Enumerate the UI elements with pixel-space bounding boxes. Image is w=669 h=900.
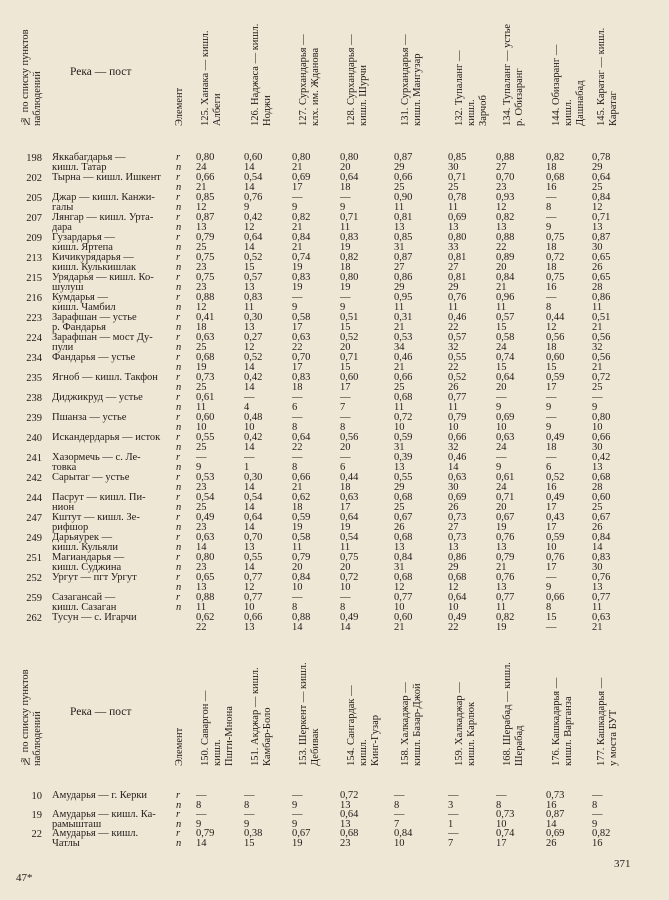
- row-river-post: Зарафшан — мост Ду- пули: [52, 332, 153, 353]
- row-number: 262: [26, 613, 42, 624]
- header-point-number: № по списку пунктов наблюдений: [20, 669, 43, 766]
- row-river-post: Ягноб — кишл. Такфон: [52, 372, 158, 383]
- row-number: 235: [26, 373, 42, 384]
- station-column-values: 0,82 18 0,68 16 — 8 — 9 0,75 18 0,72 18 0,75 16 — 8 0,44 12 0,56 18 0,60 15 0,59 17 — 9 — 9 0,49 18 — 6 0,52 16 0,49 17 0,43 17 0,59 10 0,76 17 — 9 0,66 8 15 —: [546, 152, 565, 633]
- row-number: 239: [26, 413, 42, 424]
- row-number: 213: [26, 253, 42, 264]
- header-station: 176. Кашкадарья — кишл. Варганза: [551, 677, 574, 766]
- station-column-values: — 8 — 9 0,82 16: [592, 790, 611, 849]
- row-river-post: Магиандарья — кишл. Суджина: [52, 552, 125, 573]
- row-number: 207: [26, 213, 42, 224]
- header-element: Элемент: [174, 727, 185, 766]
- row-river-post: Урядарья — кишл. Ко- шулуш: [52, 272, 154, 293]
- row-river-post: Яккабагдарья — кишл. Татар: [52, 152, 126, 173]
- station-column-values: — 3 — 1 — 7: [448, 790, 459, 849]
- row-number: 240: [26, 433, 42, 444]
- row-number: 198: [26, 153, 42, 164]
- header-station: 128. Сурхандарья — кишл. Шурчи: [346, 34, 369, 126]
- row-river-post: Ургут — пгт Ургут: [52, 572, 137, 583]
- row-river-post: Пшанза — устье: [52, 412, 127, 423]
- station-column-values: 0,80 24 0,66 21 0,85 12 0,87 13 0,79 25 0,75 23 0,75 23 0,88 12 0,41 18 0,63 25 0,68 19 0,73 25 0,61 11 0,60 10 0,55 25 — 9 0,53 23 0,54 25 0,49 23 0,63 14 0,80 23 0,65 13 0,88 11 0,62 22: [196, 152, 215, 633]
- row-river-post: Кштут — кишл. Зе- рифшор: [52, 512, 140, 533]
- station-column-values: 0,87 29 0,66 25 0,90 11 0,81 13 0,85 31 0,87 27 0,86 29 0,95 11 0,31 21 0,53 34 0,46 21 0,66 25 0,68 11 0,72 10 0,59 31 0,39 13 0,55 29 0,68 25 0,67 26 0,68 13 0,84 31 0,68 12 0,77 10 0,60 21: [394, 152, 413, 633]
- row-number: 242: [26, 473, 42, 484]
- row-number: 202: [26, 173, 42, 184]
- header-station: 145. Каратаг — кишл. Каратаг: [596, 27, 619, 126]
- signature-mark: 47*: [16, 872, 33, 884]
- row-river-post: Амударья — кишл. Чатлы: [52, 828, 139, 849]
- row-number: 252: [26, 573, 42, 584]
- row-river-post: Фандарья — устье: [52, 352, 136, 363]
- row-number: 224: [26, 333, 42, 344]
- header-station: 131. Сурхандарья — кишл. Мангузар: [400, 34, 423, 126]
- row-river-post: Сазагансай — кишл. Сазаган: [52, 592, 117, 613]
- row-number: 216: [26, 293, 42, 304]
- row-number: 215: [26, 273, 42, 284]
- header-station: 134. Тупаланг — устье р. Обизаранг: [502, 23, 525, 126]
- row-river-post: Джар — кишл. Канжи- галы: [52, 192, 155, 213]
- header-station: 153. Шеркент — кишл. Дебивак: [298, 662, 321, 766]
- row-river-post: Дарьяурек — кишл. Кульяли: [52, 532, 119, 553]
- row-number: 241: [26, 453, 42, 464]
- row-number: 205: [26, 193, 42, 204]
- row-number: 223: [26, 313, 42, 324]
- station-column-values: — 8 — 9 0,38 15: [244, 790, 263, 849]
- station-column-values: 0,88 27 0,70 23 0,93 12 0,82 13 0,88 22 0,89 20 0,84 21 0,96 11 0,57 15 0,58 24 0,74 15 0,64 20 — 9 0,69 10 0,63 24 — 9 0,61 24 0,71 20 0,67 19 0,76 13 0,79 21 0,76 13 0,77 11 0,82 19: [496, 152, 515, 633]
- station-column-values: 0,73 16 0,87 14 0,69 26: [546, 790, 565, 849]
- row-number: 247: [26, 513, 42, 524]
- row-river-post: Кичикурядарья — кишл. Кулькишлак: [52, 252, 137, 273]
- element-codes: r n r n r n r n r n r n r n r n r n r n r n r n r n r n r n r n r n r n r n r n r n r n r n: [176, 152, 182, 613]
- header-station: 159. Халкаджар — кишл. Карлюк: [454, 682, 477, 766]
- row-river-post: Амударья — кишл. Ка- рамышташ: [52, 809, 156, 830]
- row-river-post: Сарытаг — устье: [52, 472, 130, 483]
- row-number: 10: [31, 791, 42, 802]
- station-column-values: 0,80 20 0,64 18 — 9 0,71 11 0,83 19 0,82 18 0,80 19 — 9 0,51 15 0,52 20 0,71 15 0,60 17 — 7 — 8 0,56 20 — 6 0,44 18 0,63 17 0,64 19 0,54 11 0,75 20 0,72 10 — 8 0,49 14: [340, 152, 359, 633]
- station-column-values: 0,60 14 0,54 14 0,76 9 0,42 12 0,64 14 0,52 15 0,57 13 0,83 11 0,30 13 0,27 12 0,52 14 0,42 14 — 4 0,48 10 0,42 14 — 1 0,30 14 0,54 14 0,64 14 0,70 13 0,55 14 0,77 12 0,77 10 0,66 13: [244, 152, 263, 633]
- station-column-values: 0,72 13 0,64 13 0,68 23: [340, 790, 359, 849]
- header-station: 126. Наджаса — кишл. Ноджи: [250, 23, 273, 126]
- header-station: 127. Сурхандарья — клх. им. Жданова: [298, 34, 321, 126]
- station-column-values: — 8 0,73 10 0,74 17: [496, 790, 515, 849]
- header-station: 132. Тупаланг — кишл. Зарчоб: [454, 50, 489, 126]
- header-station: 144. Обизаранг — кишл. Дашнабад: [551, 44, 586, 126]
- station-column-values: 0,78 29 0,64 25 0,84 12 0,71 13 0,87 30 0,65 26 0,65 28 0,86 11 0,51 21 0,56 32 0,56 21 0,72 25 — 9 0,80 10 0,66 30 0,42 13 0,68 28 0,60 25 0,67 26 0,84 14 0,83 30 0,76 13 0,77 11 0,63 21: [592, 152, 611, 633]
- row-river-post: Искандердарья — исток: [52, 432, 161, 443]
- row-number: 251: [26, 553, 42, 564]
- row-number: 22: [31, 829, 42, 840]
- row-river-post: Тырна — кишл. Ишкент: [52, 172, 161, 183]
- row-number: 238: [26, 393, 42, 404]
- row-river-post: Хазормечь — с. Ле- товка: [52, 452, 141, 473]
- page-number: 371: [614, 858, 631, 870]
- row-number: 19: [31, 810, 42, 821]
- row-river-post: Гузардарья — кишл. Яртепа: [52, 232, 115, 253]
- row-number: 244: [26, 493, 42, 504]
- header-station: 150. Саваргон — кишл. Пшти-Мнона: [200, 690, 235, 766]
- header-river-post: Река — пост: [70, 66, 132, 78]
- header-station: 158. Халкаджар — кишл. Базар-Джой: [400, 682, 423, 766]
- station-column-values: 0,85 30 0,71 25 0,78 11 0,69 13 0,80 33 0,81 27 0,81 29 0,76 11 0,46 22 0,57 32 0,55 22 0,52 26 0,77 11 0,79 10 0,66 32 0,46 14 0,63 30 0,69 26 0,73 27 0,73 13 0,86 29 0,68 12 0,64 10 0,49 22: [448, 152, 467, 633]
- element-codes: r n r n r n: [176, 790, 182, 849]
- header-river-post: Река — пост: [70, 706, 132, 718]
- row-number: 259: [26, 593, 42, 604]
- row-river-post: Зарафшан — устье р. Фандарья: [52, 312, 137, 333]
- station-column-values: — 8 — 9 0,79 14: [196, 790, 215, 849]
- station-column-values: — 8 — 7 0,84 10: [394, 790, 413, 849]
- row-river-post: Диджикруд — устье: [52, 392, 143, 403]
- row-river-post: Пасрут — кишл. Пи- нион: [52, 492, 146, 513]
- row-river-post: Тусун — с. Игарчи: [52, 612, 137, 623]
- header-element: Элемент: [174, 87, 185, 126]
- station-column-values: 0,80 21 0,69 17 — 9 0,82 21 0,84 21 0,74 19 0,83 19 — 9 0,58 17 0,63 22 0,70 17 0,83 18 — 6 — 8 0,64 22 — 8 0,66 21 0,62 18 0,59 19 0,58 11 0,79 20 0,84 10 — 8 0,88 14: [292, 152, 311, 633]
- row-number: 234: [26, 353, 42, 364]
- row-number: 249: [26, 533, 42, 544]
- row-river-post: Лянгар — кишл. Урта- дара: [52, 212, 154, 233]
- header-station: 177. Кашкадарья — у моста БУТ: [596, 677, 619, 766]
- header-station: 154. Сангардак — кишл. Кинг-Гузар: [346, 685, 381, 766]
- row-river-post: Амударья — г. Керки: [52, 790, 148, 801]
- header-station: 151. Акджар — кишл. Камбар-Боло: [250, 667, 273, 766]
- row-river-post: Кумдарья — кишл. Чамбил: [52, 292, 116, 313]
- header-point-number: № по списку пунктов наблюдений: [20, 29, 43, 126]
- row-number: 209: [26, 233, 42, 244]
- station-column-values: — 9 — 9 0,67 19: [292, 790, 311, 849]
- header-station: 125. Ханака — кишл. Албеги: [200, 30, 223, 126]
- header-station: 168. Шерабад — кишл. Шерабад: [502, 662, 525, 766]
